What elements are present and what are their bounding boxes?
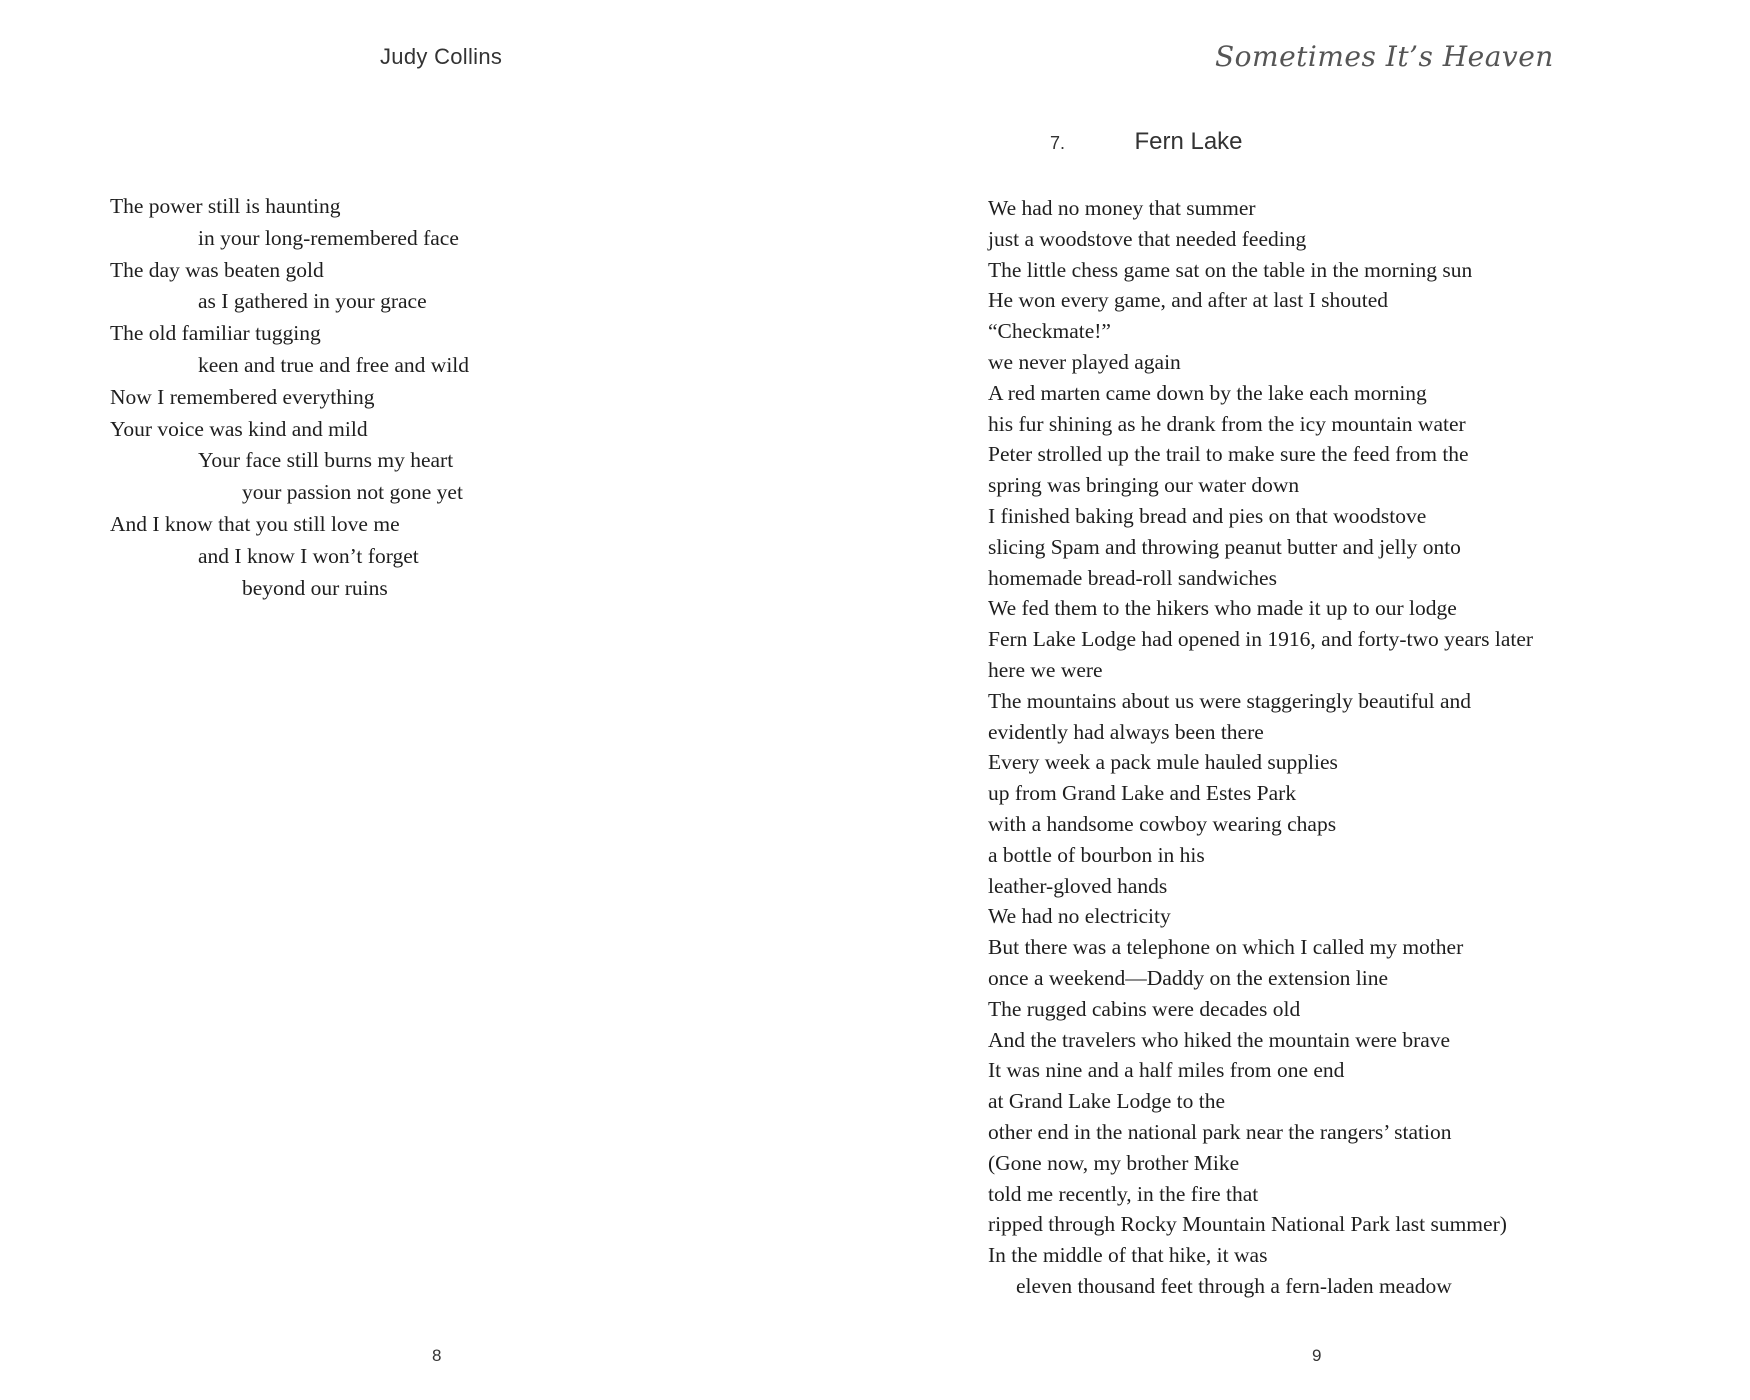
- running-head-book-title: Sometimes It’s Heaven: [1215, 40, 1554, 73]
- poem-line: spring was bringing our water down: [988, 473, 1300, 498]
- page-number-right: 9: [1312, 1346, 1322, 1365]
- poem-line: Now I remembered everything: [110, 384, 375, 409]
- page-number-left: 8: [432, 1346, 442, 1365]
- poem-line: Your face still burns my heart: [198, 448, 454, 473]
- poem-line: The power still is haunting: [110, 194, 341, 218]
- chapter-title: Fern Lake: [1134, 128, 1243, 155]
- poem-line: But there was a telephone on which I called my mother: [988, 935, 1464, 960]
- poem-line: A red marten came down by the lake each morning: [988, 380, 1427, 405]
- running-head-author: Judy Collins: [380, 44, 503, 69]
- poem-line: We had no money that summer: [988, 196, 1256, 220]
- poem-line: beyond our ruins: [242, 575, 388, 600]
- poem-line: (Gone now, my brother Mike: [988, 1150, 1240, 1175]
- poem-line: And I know that you still love me: [110, 511, 400, 536]
- poem-line: once a weekend—Daddy on the extension line: [988, 965, 1389, 990]
- poem-line: Fern Lake Lodge had opened in 1916, and forty-two years later: [988, 627, 1534, 652]
- poem-line: up from Grand Lake and Estes Park: [988, 781, 1297, 806]
- poem-line: We had no electricity: [988, 904, 1171, 929]
- poem-line: The rugged cabins were decades old: [988, 996, 1301, 1021]
- poem-line: In the middle of that hike, it was: [988, 1243, 1268, 1268]
- poem-line: I finished baking bread and pies on that woodstove: [988, 503, 1427, 528]
- poem-line: eleven thousand feet through a fern-laden meadow: [1016, 1273, 1452, 1298]
- poem-line: And the travelers who hiked the mountain were brave: [988, 1027, 1451, 1052]
- poem-line: your passion not gone yet: [242, 480, 463, 505]
- left-poem-text: [110, 191, 830, 604]
- chapter-heading: [1050, 128, 1243, 156]
- poem-line: ripped through Rocky Mountain National Park last summer): [988, 1212, 1507, 1237]
- poem-line: just a woodstove that needed feeding: [988, 226, 1307, 251]
- poem-line: told me recently, in the fire that: [988, 1181, 1259, 1206]
- poem-line: a bottle of bourbon in his: [988, 842, 1205, 867]
- poem-line: in your long-remembered face: [198, 225, 459, 250]
- poem-line: slicing Spam and throwing peanut butter and jelly onto: [988, 534, 1461, 559]
- poem-line: with a handsome cowboy wearing chaps: [988, 811, 1337, 836]
- poem-line: He won every game, and after at last I shouted: [988, 288, 1388, 313]
- poem-line: other end in the national park near the rangers’ station: [988, 1119, 1452, 1144]
- poem-line: homemade bread-roll sandwiches: [988, 565, 1277, 590]
- poem-line: his fur shining as he drank from the icy mountain water: [988, 411, 1466, 436]
- poem-line: here we were: [988, 657, 1103, 682]
- poem-line: and I know I won’t forget: [198, 543, 419, 568]
- poem-line: The little chess game sat on the table in the morning sun: [988, 257, 1473, 282]
- chapter-number: 7.: [1050, 133, 1066, 153]
- poem-line: Every week a pack mule hauled supplies: [988, 750, 1338, 775]
- poem-line: leather-gloved hands: [988, 873, 1168, 898]
- poem-line: at Grand Lake Lodge to the: [988, 1089, 1226, 1114]
- right-page: [875, 0, 1750, 1400]
- poem-line: We fed them to the hikers who made it up to our lodge: [988, 596, 1457, 621]
- right-poem-text: [988, 193, 1688, 1302]
- poem-line: we never played again: [988, 349, 1181, 374]
- poem-line: Peter strolled up the trail to make sure the feed from the: [988, 442, 1469, 467]
- poem-line: The old familiar tugging: [110, 321, 321, 346]
- poem-line: “Checkmate!”: [988, 319, 1111, 344]
- poem-line: The day was beaten gold: [110, 257, 324, 282]
- poem-line: as I gathered in your grace: [198, 289, 427, 314]
- poem-line: evidently had always been there: [988, 719, 1264, 744]
- poem-line: Your voice was kind and mild: [110, 416, 368, 441]
- poem-line: keen and true and free and wild: [198, 352, 470, 377]
- poem-line: The mountains about us were staggeringly beautiful and: [988, 688, 1472, 713]
- poem-line: It was nine and a half miles from one end: [988, 1058, 1345, 1083]
